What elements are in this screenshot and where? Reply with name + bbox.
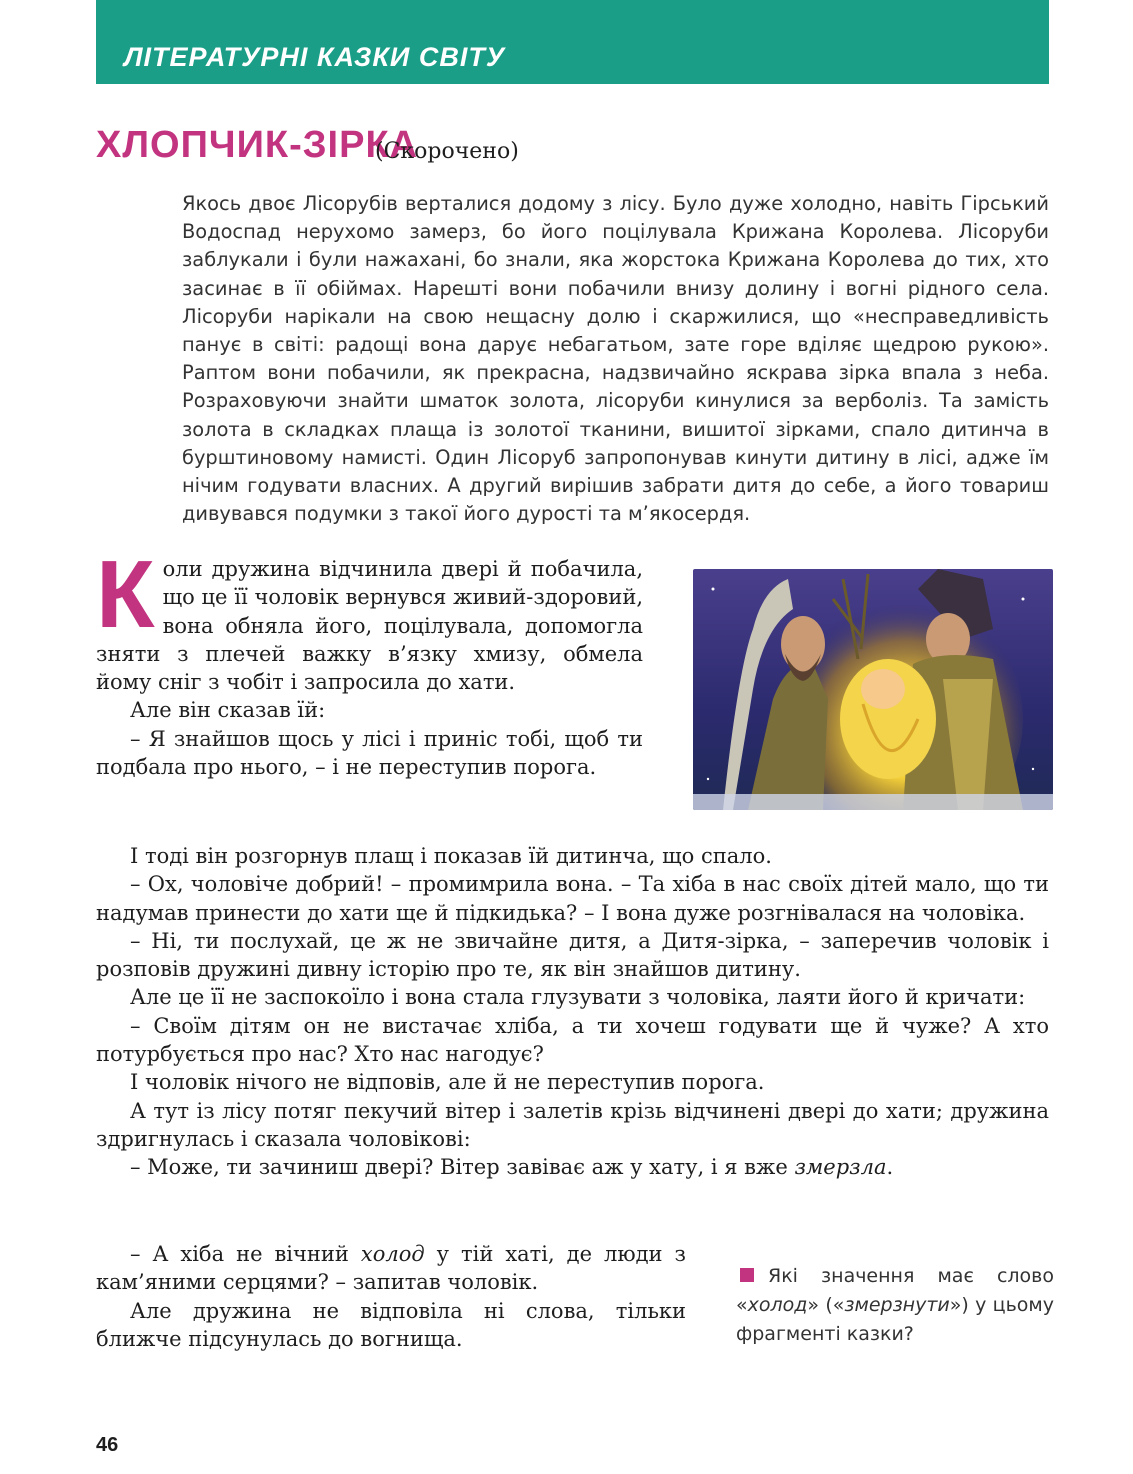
story-text-upper [96, 541, 643, 781]
dropcap-letter: К [96, 541, 155, 648]
story-paragraph: І тоді він розгорнув плащ і показав їй дитинча, що спало. [130, 844, 772, 868]
page-number: 46 [96, 1434, 119, 1456]
story-text-lower [96, 1240, 686, 1353]
emphasized-word: холод [747, 1294, 808, 1316]
section-header-band [96, 0, 1049, 84]
story-paragraph [96, 1240, 686, 1297]
story-paragraph: Але він сказав їй: [130, 698, 326, 723]
question-text: Які значення має слово « [736, 1265, 1054, 1316]
story-paragraph: – Ні, ти послухай, це ж не звичайне дитя, а Дитя-зірка, – заперечив чоловік і розповів дружині дивну історію про те, як він знайшов дитину. [96, 928, 1049, 982]
story-paragraph [96, 541, 643, 696]
story-paragraph: І чоловік нічого не відповів, але й не переступив порога. [130, 1070, 765, 1095]
story-paragraph: Але це її не заспокоїло і вона стала глузувати з чоловіка, лаяти його й кричати: [130, 985, 1026, 1010]
story-title: ХЛОПЧИК-ЗІРКА [96, 124, 419, 166]
emphasized-word: змерзнути [844, 1294, 950, 1316]
illustration-icon [693, 569, 1053, 810]
margin-question [736, 1262, 1054, 1349]
text-span: . [886, 1155, 894, 1180]
square-bullet-icon [740, 1268, 754, 1282]
intro-summary [182, 190, 1049, 528]
text-span: – Може, ти зачиниш двері? Вітер завіває аж у хату, і я вже [130, 1155, 795, 1180]
story-illustration [693, 569, 1053, 810]
question-text: » (« [807, 1294, 845, 1316]
intro-paragraph: Якось двоє Лісорубів верталися додому з лісу. Було дуже холодно, навіть Гірський Водоспад нерухомо замерз, бо його поцілувала Крижана Королева. Лісоруби заблукали і були нажахані, бо знали, яка жорстока Крижана Королева до тих, хто засинає в її обіймах. Нарешті вони побачили внизу долину і вогні рідного села. Лісоруби нарікали на свою нещасну долю і скаржилися, що «несправедливість панує в світі: радощі вона дарує небагатьом, зате горе вділяє щедрою рукою». Раптом вони побачили, як прекрасна, надзвичайно яскрава зірка впала з неба. Розраховуючи знайти шматок золота, лісоруби кинулися за верболіз. Та замість золота в складках плаща із золотої тканини, вишитої зірками, спало дитинча в бурштиновому намисті. Один Лісоруб запропонував кинути дитину в лісі, адже їм нічим годувати власних. А другий вирішив забрати дитя до себе, а його товариш дивувався подумки з такої його дурості та м’якосердя. [182, 192, 1049, 526]
question-text: ») у цьому фрагменті казки? [736, 1294, 1055, 1345]
section-title: ЛІТЕРАТУРНІ КАЗКИ СВІТУ [124, 42, 506, 72]
emphasized-word: холод [360, 1242, 425, 1266]
story-paragraph: – Ох, чоловіче добрий! – промимрила вона. – Та хіба в нас своїх дітей мало, що ти надумав принести до хати ще й підкидька? – І вона дуже розгнівалася на чоловіка. [96, 872, 1049, 925]
text-span: – А хіба не вічний [130, 1242, 361, 1266]
paragraph-text: оли дружина відчинила двері й побачила, що це її чоловік вернувся живий-здоровий, вона обняла його, поцілувала, допомогла зняти з плечей важку в’язку хмизу, обмела йому сніг з чобіт і запросила до хати. [96, 557, 643, 695]
story-paragraph [96, 1153, 1049, 1181]
text-span: у тій хаті, де люди з кам’яними серцями? – запитав чоловік. [96, 1242, 686, 1295]
story-subtitle: (Скорочено) [375, 139, 519, 164]
story-text-main [96, 842, 1049, 1182]
emphasized-word: змерзла [794, 1155, 887, 1180]
story-paragraph: – Я знайшов щось у лісі і приніс тобі, щоб ти подбала про нього, – і не переступив порога. [96, 726, 643, 780]
story-paragraph: – Своїм дітям он не вистачає хліба, а ти хочеш годувати ще й чуже? А хто потурбується про нас? Хто нас нагодує? [96, 1013, 1049, 1067]
story-paragraph: А тут із лісу потяг пекучий вітер і залетів крізь відчинені двері до хати; дружина здригнулась і сказала чоловікові: [96, 1098, 1049, 1151]
story-paragraph: Але дружина не відповіла ні слова, тільки ближче підсунулась до вогнища. [96, 1298, 686, 1351]
